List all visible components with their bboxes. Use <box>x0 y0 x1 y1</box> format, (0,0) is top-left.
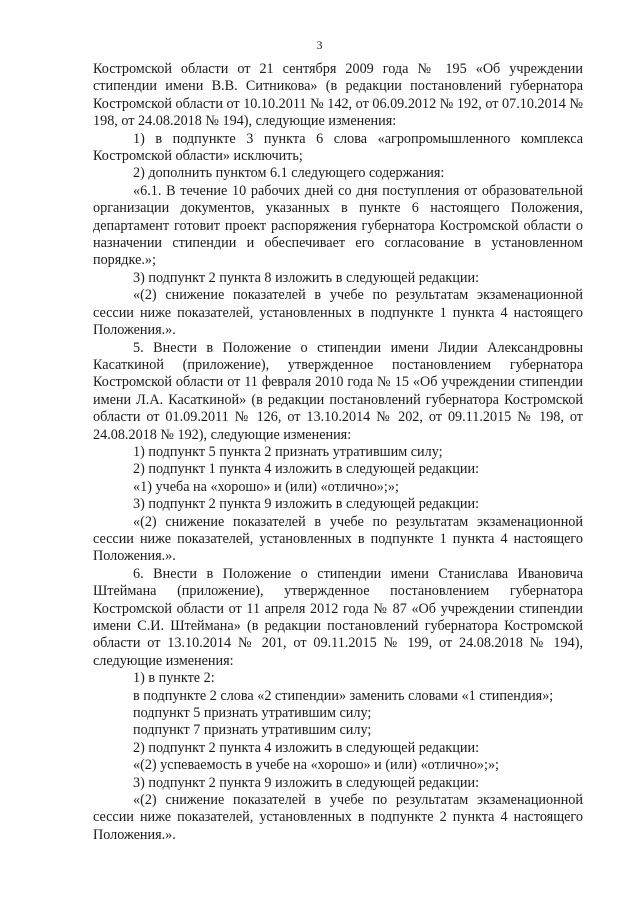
paragraph: «6.1. В течение 10 рабочих дней со дня поступления от образовательной организации документов, указанных в пункте 6 настоящего Положения, департамент готовит проект распоряжения губернатора Костромской области о назначении стипендии и обеспечивает его согласование в установленном порядке.»; <box>93 182 583 269</box>
page-number: 3 <box>316 38 323 52</box>
document-body <box>93 61 583 844</box>
paragraph: «(2) снижение показателей в учебе по результатам экзаменационной сессии ниже показателей, установленных в подпункте 1 пункта 4 настоящего Положения.». <box>93 513 583 565</box>
paragraph: 1) в пункте 2: <box>133 670 215 687</box>
paragraph: 3) подпункт 2 пункта 8 изложить в следующей редакции: <box>133 269 480 286</box>
paragraph: 3) подпункт 2 пункта 9 изложить в следующей редакции: <box>133 496 480 513</box>
paragraph: подпункт 7 признать утратившим силу; <box>133 722 372 739</box>
paragraph: «(2) снижение показателей в учебе по результатам экзаменационной сессии ниже показателей, установленных в подпункте 1 пункта 4 настоящего Положения.». <box>93 287 583 339</box>
paragraph: 1) в подпункте 3 пункта 6 слова «агропромышленного комплекса Костромской области» исключить; <box>93 130 583 165</box>
paragraph: «(2) успеваемость в учебе на «хорошо» и (или) «отлично»;»; <box>133 757 499 774</box>
paragraph: в подпункте 2 слова «2 стипендии» заменить словами «1 стипендия»; <box>133 687 554 704</box>
paragraph: 6. Внести в Положение о стипендии имени Станислава Ивановича Штеймана (приложение), утвержденное постановлением губернатора Костромской области от 11 апреля 2012 года № 87 «Об учреждении стипендии имени С.И. Штеймана» (в редакции постановлений губернатора Костромской области от 13.10.2014 № 201, от 09.11.2015 № 199, от 24.08.2018 № 194), следующие изменения: <box>93 565 583 669</box>
paragraph: «1) учеба на «хорошо» и (или) «отлично»;»; <box>133 478 399 495</box>
paragraph: 2) подпункт 1 пункта 4 изложить в следующей редакции: <box>133 461 480 478</box>
paragraph: 3) подпункт 2 пункта 9 изложить в следующей редакции: <box>133 774 480 791</box>
paragraph: 2) дополнить пунктом 6.1 следующего содержания: <box>133 165 445 182</box>
paragraph: «(2) снижение показателей в учебе по результатам экзаменационной сессии ниже показателей, установленных в подпункте 2 пункта 4 настоящего Положения.». <box>93 792 583 843</box>
paragraph: 2) подпункт 2 пункта 4 изложить в следующей редакции: <box>133 739 480 756</box>
paragraph: 5. Внести в Положение о стипендии имени Лидии Александровны Касаткиной (приложение), утвержденное постановлением губернатора Костромской области от 11 февраля 2010 года № 15 «Об учреждении стипендии имени Л.А. Касаткиной» (в редакции постановлений губернатора Костромской области от 01.09.2011 № 126, от 13.10.2014 № 202, от 09.11.2015 № 198, от 24.08.2018 № 192), следующие изменения: <box>93 339 583 443</box>
paragraph: подпункт 5 признать утратившим силу; <box>133 705 372 722</box>
paragraph: 1) подпункт 5 пункта 2 признать утратившим силу; <box>133 443 443 460</box>
paragraph: Костромской области от 21 сентября 2009 года № 195 «Об учреждении стипендии имени В.В. Ситникова» (в редакции постановлений губернатора Костромской области от 10.10.2011 № 142, от 06.09.2012 № 192, от 07.10.2014 № 198, от 24.08.2018 № 194), следующие изменения: <box>93 61 583 130</box>
